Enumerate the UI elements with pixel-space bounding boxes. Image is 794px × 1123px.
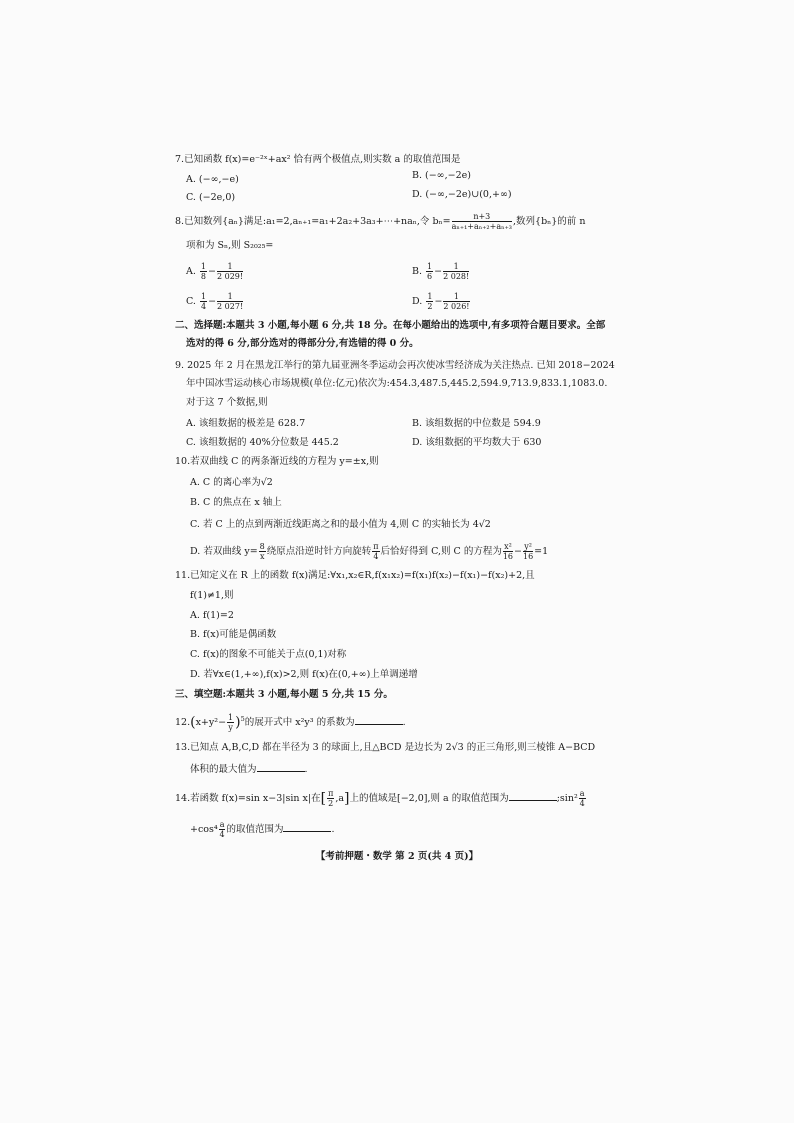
q10-option-b: B. C 的焦点在 x 轴上 [190, 497, 282, 508]
q8-c-minus: − [208, 296, 217, 307]
q14-bracket-mid: ,a [335, 793, 345, 804]
q10-d-frac3-num: x² [504, 542, 512, 551]
q12-end: . [402, 717, 406, 728]
q14-frac2 [579, 789, 586, 808]
q10-d-mid: 绕原点沿逆时针方向旋转 [266, 546, 372, 557]
q12-power: 5 [240, 714, 245, 723]
q14-bracket-open: [ [320, 790, 327, 807]
q10-d-frac2-den: 4 [373, 552, 379, 561]
q10-d-minus: − [514, 546, 522, 557]
q7-option-d: D. (−∞,−2e)∪(0,+∞) [412, 189, 512, 200]
q11-option-a: A. f(1)=2 [190, 610, 234, 621]
q8-a-frac1-num: 1 [200, 262, 207, 271]
q7-option-c: C. (−2e,0) [186, 192, 236, 203]
q9-line2: 年中国冰雪运动核心市场规模(单位:亿元)依次为:454.3,487.5,445.2,594.9,713.9,833.1,1083.0. [186, 378, 608, 389]
q14-frac2-num: a [579, 789, 585, 798]
q8-frac-num: n+3 [452, 212, 512, 222]
q12-frac-den: y [228, 723, 233, 732]
q9-option-a: A. 该组数据的极差是 628.7 [186, 418, 306, 429]
q10-d-frac1 [259, 542, 266, 561]
q10-d-pre: D. 若双曲线 y= [190, 546, 258, 557]
q8-b-frac2-den: 2 028! [443, 272, 470, 281]
q8-option-b [412, 262, 470, 281]
q8-c-frac2-den: 2 027! [217, 302, 244, 311]
q12-number: 12. [175, 717, 191, 728]
q14-pre: 14.若函数 f(x)=sin x−3|sin x|在 [175, 793, 321, 804]
q14-frac-den: 2 [328, 799, 334, 808]
q8-d-frac1 [426, 292, 433, 311]
q10-d-frac4-num: y² [524, 542, 532, 551]
q8-d-frac1-den: 2 [427, 302, 433, 311]
q10-option-a: A. C 的离心率为√2 [190, 477, 273, 488]
q14-frac3-num: a [219, 820, 225, 829]
q10-option-c: C. 若 C 上的点到两渐近线距离之和的最小值为 4,则 C 的实轴长为 4√2 [190, 519, 491, 530]
q9-option-c: C. 该组数据的 40%分位数是 445.2 [186, 437, 339, 448]
q10-option-d [190, 542, 548, 561]
q13-line2 [190, 762, 308, 776]
q8-b-frac2-num: 1 [443, 262, 469, 272]
section2-heading: 二、选择题:本题共 3 小题,每小题 6 分,共 18 分。在每小题给出的选项中,有多项符合题目要求。全部 [175, 320, 606, 331]
q7-option-b: B. (−∞,−2e) [412, 170, 471, 181]
q14-line1 [175, 789, 587, 808]
q8-option-a [186, 262, 244, 281]
q10-d-end: =1 [534, 546, 549, 557]
q14-mid: 上的值域是[−2,0],则 a 的取值范围为 [349, 793, 509, 804]
q14-line2 [190, 820, 335, 839]
section3-heading: 三、填空题:本题共 3 小题,每小题 5 分,共 15 分。 [175, 689, 393, 700]
q14-line2-post: 的取值范围为 [226, 824, 284, 835]
q14-frac3 [219, 820, 226, 839]
q7-option-a: A. (−∞,−e) [186, 174, 239, 185]
q11-option-d: D. 若∀x∈(1,+∞),f(x)>2,则 f(x)在(0,+∞)上单调递增 [190, 669, 418, 680]
q8-c-frac1-num: 1 [200, 292, 207, 301]
q12-open-paren: ( [190, 714, 196, 731]
q8-c-frac2 [217, 292, 243, 311]
q14-end: . [331, 824, 335, 835]
q8-a-frac2 [217, 262, 243, 281]
q12-frac [227, 713, 234, 732]
q9-line3: 对于这 7 个数据,则 [186, 397, 268, 408]
q11-option-c: C. f(x)的图象不可能关于点(0,1)对称 [190, 649, 347, 660]
q12-frac-num: 1 [228, 713, 234, 722]
q8-d-frac2-num: 1 [443, 292, 469, 302]
q8-stem2: 项和为 Sₙ,则 S₂₀₂₅= [186, 240, 274, 251]
section2-heading-line2: 选对的得 6 分,部分选对的得部分分,有选错的得 0 分。 [186, 338, 419, 349]
q14-bracket-close: ] [344, 790, 350, 807]
q8-d-frac2 [443, 292, 469, 311]
q8-a-frac1 [200, 262, 207, 281]
q8-b-label: B. [412, 266, 423, 277]
q14-line2-pre: +cos⁴ [190, 824, 218, 835]
q8-d-label: D. [412, 296, 423, 307]
q8-a-minus: − [208, 266, 216, 277]
q10-d-frac3-den: 16 [502, 552, 514, 561]
q11-option-b: B. f(x)可能是偶函数 [190, 629, 277, 640]
q8-b-fraction [452, 212, 512, 231]
q8-a-frac1-den: 8 [200, 272, 207, 281]
q8-c-label: C. [186, 296, 196, 307]
q12-expr: x+y²− [195, 717, 227, 728]
q13-answer-blank[interactable] [257, 762, 305, 772]
q8-c-frac1 [200, 292, 207, 311]
q8-c-frac1-den: 4 [200, 302, 207, 311]
q14-answer-blank-1[interactable] [509, 791, 557, 801]
q11-stem2: f(1)≠1,则 [190, 590, 234, 601]
q14-frac [327, 789, 334, 808]
q8-a-frac2-den: 2 029! [216, 272, 244, 281]
q8-option-c [186, 292, 244, 311]
q8-option-d [412, 292, 471, 311]
q8-b-frac1-den: 6 [427, 272, 433, 281]
q8-stem [175, 212, 585, 231]
q8-b-minus: − [434, 266, 443, 277]
q14-frac2-den: 4 [579, 799, 585, 808]
q10-d-frac3 [503, 542, 513, 561]
q9-line1: 9. 2025 年 2 月在黑龙江举行的第九届亚洲冬季运动会再次使冰雪经济成为关注热点. 已知 2018−2024 [175, 360, 615, 371]
q14-frac-num: π [328, 789, 334, 798]
q12-close-paren: ) [235, 714, 241, 731]
q8-b-frac1 [426, 262, 433, 281]
q8-b-frac1-num: 1 [427, 262, 433, 271]
q12-post: 的展开式中 x²y³ 的系数为 [244, 717, 355, 728]
q8-d-frac2-den: 2 026! [443, 302, 470, 311]
q10-d-frac1-num: 8 [259, 542, 265, 551]
q14-frac3-den: 4 [219, 830, 225, 839]
page-footer: 【考前押题・数学 第 2 页(共 4 页)】 [315, 851, 479, 862]
q8-b-frac2 [443, 262, 469, 281]
q8-a-frac2-num: 1 [217, 262, 243, 272]
q8-frac-den: aₙ₊₁+aₙ₊₂+aₙ₊₃ [451, 222, 512, 231]
q7-stem: 7.已知函数 f(x)=e⁻²ˣ+ax² 恰有两个极值点,则实数 a 的取值范围是 [175, 154, 461, 165]
q10-d-frac4-den: 16 [522, 552, 534, 561]
q8-stem-pre: 8.已知数列{aₙ}满足:a₁=2,aₙ₊₁=a₁+2a₂+3a₃+⋯+naₙ,令 bₙ= [175, 216, 451, 227]
q10-d-frac4 [523, 542, 533, 561]
q13-line1: 13.已知点 A,B,C,D 都在半径为 3 的球面上,且△BCD 是边长为 2√3 的正三角形,则三棱锥 A−BCD [175, 742, 596, 753]
q9-option-d: D. 该组数据的平均数大于 630 [412, 437, 542, 448]
q9-option-b: B. 该组数据的中位数是 594.9 [412, 418, 541, 429]
q10-d-mid2: 后恰好得到 C,则 C 的方程为 [380, 546, 502, 557]
q12 [175, 713, 406, 732]
q10-stem: 10.若双曲线 C 的两条渐近线的方程为 y=±x,则 [175, 456, 379, 467]
q10-d-frac1-den: x [259, 552, 265, 561]
q13-line2-pre: 体积的最大值为 [190, 764, 257, 775]
q12-answer-blank[interactable] [355, 715, 403, 725]
q8-d-frac1-num: 1 [427, 292, 433, 301]
q10-d-frac2 [372, 542, 379, 561]
q8-stem-post: ,数列{bₙ}的前 n [513, 216, 586, 227]
q8-a-label: A. [186, 266, 196, 277]
q14-answer-blank-2[interactable] [283, 822, 331, 832]
q13-end: . [304, 764, 308, 775]
q8-d-minus: − [434, 296, 443, 307]
q14-mid2: ;sin² [556, 793, 578, 804]
q10-d-frac2-num: π [373, 542, 379, 551]
q11-stem: 11.已知定义在 R 上的函数 f(x)满足:∀x₁,x₂∈R,f(x₁x₂)=f(x₁)f(x₂)−f(x₁)−f(x₂)+2,且 [175, 570, 535, 581]
q8-c-frac2-num: 1 [217, 292, 243, 302]
